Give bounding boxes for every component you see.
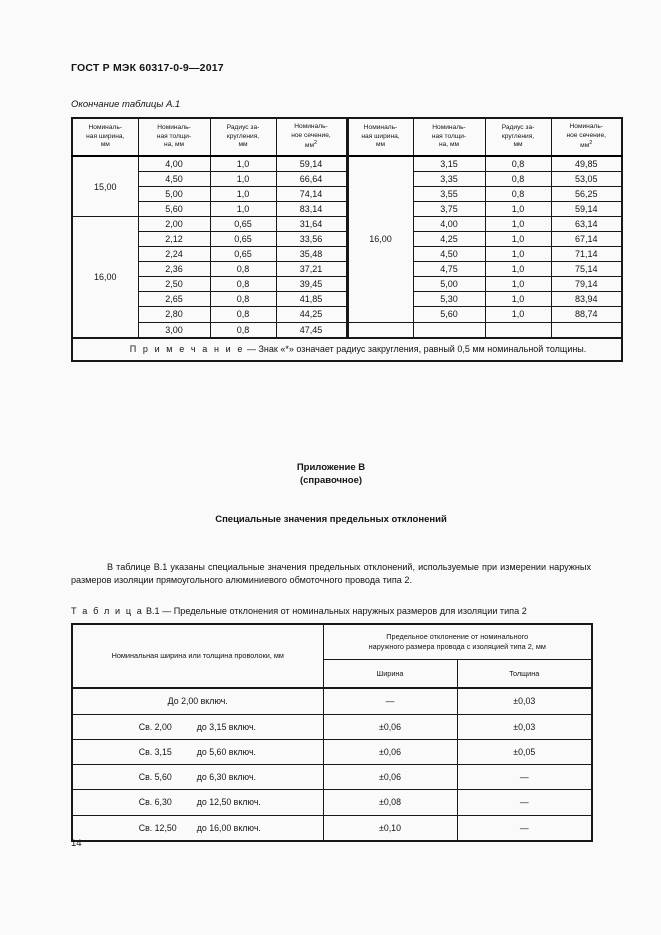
cell-section: 31,64 [276, 217, 347, 232]
cell-section: 63,14 [551, 217, 622, 232]
table-b1-head [72, 624, 592, 688]
cell-thickness: 2,65 [138, 292, 210, 307]
cell-radius: 1,0 [210, 187, 276, 202]
cell-thickness: 3,75 [413, 202, 485, 217]
cell-deviation-width: ±0,06 [323, 765, 457, 790]
cell-thickness: 3,55 [413, 187, 485, 202]
appendix-title-text: Приложение В [296, 462, 366, 474]
cell-radius: 1,0 [485, 247, 551, 262]
cell-empty [485, 322, 551, 338]
cell-section: 88,74 [551, 307, 622, 322]
cell-deviation-width: ±0,06 [323, 714, 457, 739]
cell-section: 39,45 [276, 277, 347, 292]
cell-section: 71,14 [551, 247, 622, 262]
cell-radius: 0,8 [485, 156, 551, 172]
appendix-subtitle: Специальные значения предельных отклонений [215, 513, 447, 525]
table-b1-caption-text: В.1 — Предельные отклонения от номинальных наружных размеров для изоляции типа 2 [145, 606, 527, 617]
cell-thickness: 3,15 [413, 156, 485, 172]
col-head-deviation-group [323, 624, 592, 660]
col-head-section-right: Номиналь- ное сечение, $мм^2$ [551, 118, 622, 156]
size-range-text [77, 816, 319, 840]
cell-thickness: 4,00 [138, 156, 210, 172]
cell-section: 41,85 [276, 292, 347, 307]
cell-section: 83,94 [551, 292, 622, 307]
cell-thickness: 2,24 [138, 247, 210, 262]
cell-size-range [72, 815, 323, 841]
col-head-width-left: Номиналь- ная ширина, мм [72, 118, 138, 156]
table-a1-row [72, 322, 622, 338]
cell-radius: 1,0 [485, 277, 551, 292]
size-range-text [77, 765, 319, 789]
cell-radius: 0,8 [210, 292, 276, 307]
cell-thickness: 2,50 [138, 277, 210, 292]
col-head-thickness-right: Номиналь- ная толщи- на, мм [413, 118, 485, 156]
cell-radius: 1,0 [485, 262, 551, 277]
cell-radius: 0,8 [210, 307, 276, 322]
cell-size-range [72, 714, 323, 739]
cell-width: 16,00 [347, 156, 413, 322]
cell-size-range [72, 790, 323, 815]
table-a1-note-row [72, 338, 622, 362]
cell-radius: 1,0 [485, 232, 551, 247]
col-head-width-right: Номиналь- ная ширина, мм [347, 118, 413, 156]
table-b1-row [72, 790, 592, 815]
cell-radius: 1,0 [485, 292, 551, 307]
size-range-text: До 2,00 включ. [167, 696, 228, 707]
cell-deviation-thickness: ±0,03 [457, 688, 592, 714]
col-head-radius-right: Радиус за- кругления, мм [485, 118, 551, 156]
cell-size-range [72, 765, 323, 790]
cell-thickness: 4,00 [413, 217, 485, 232]
cell-thickness: 3,00 [138, 322, 210, 338]
table-a1-body [72, 156, 622, 361]
cell-section: 59,14 [551, 202, 622, 217]
cell-thickness: 2,36 [138, 262, 210, 277]
col-head-deviation-thickness: Толщина [457, 660, 592, 689]
range-from: Св. 6,30 [138, 797, 172, 808]
table-b1-row [72, 714, 592, 739]
page-content [71, 0, 606, 842]
cell-deviation-width: — [323, 688, 457, 714]
size-range-text [77, 740, 319, 764]
cell-radius: 0,65 [210, 217, 276, 232]
cell-radius: 1,0 [485, 202, 551, 217]
appendix-paragraph [71, 561, 591, 587]
cell-radius: 1,0 [485, 217, 551, 232]
range-from: Св. 5,60 [138, 772, 172, 783]
cell-thickness: 2,80 [138, 307, 210, 322]
running-head: ГОСТ Р МЭК 60317-0-9—2017 [71, 62, 224, 74]
note-label: П р и м е ч а н и е [129, 343, 245, 354]
cell-deviation-thickness: — [457, 790, 592, 815]
cell-radius: 0,8 [210, 277, 276, 292]
sup-square-left: 2 [314, 140, 318, 147]
cell-section: 83,14 [276, 202, 347, 217]
cell-thickness: 3,35 [413, 172, 485, 187]
table-b1-caption [71, 606, 591, 616]
cell-radius: 0,65 [210, 232, 276, 247]
cell-radius: 1,0 [485, 307, 551, 322]
cell-radius: 0,8 [485, 187, 551, 202]
cell-thickness: 4,75 [413, 262, 485, 277]
sup-square-right: 2 [589, 140, 593, 147]
cell-radius: 1,0 [210, 156, 276, 172]
cell-radius: 0,8 [210, 322, 276, 338]
appendix-title [71, 462, 591, 488]
col-head-nominal-size: Номинальная ширина или толщина проволоки, мм [72, 624, 323, 688]
cell-thickness: 4,50 [138, 172, 210, 187]
note-text: — Знак «*» означает радиус закругления, равный 0,5 мм номинальной толщины. [244, 343, 587, 354]
table-a1-head [72, 118, 622, 156]
cell-section: 44,25 [276, 307, 347, 322]
cell-thickness: 5,60 [413, 307, 485, 322]
cell-radius: 1,0 [210, 202, 276, 217]
range-to: до 16,00 включ. [196, 822, 261, 833]
cell-thickness: 2,00 [138, 217, 210, 232]
cell-radius: 0,8 [210, 262, 276, 277]
paragraph-text: В таблице В.1 указаны специальные значения предельных отклонений, используемые при измерении наружных размеров изоляции прямоугольного алюминиевого обмоточного провода типа 2. [71, 561, 591, 586]
cell-deviation-thickness: — [457, 765, 592, 790]
page-number: 14 [71, 838, 82, 849]
cell-radius: 1,0 [210, 172, 276, 187]
cell-thickness: 5,60 [138, 202, 210, 217]
cell-deviation-thickness: ±0,03 [457, 714, 592, 739]
table-b1-row [72, 739, 592, 764]
table-b1-row [72, 765, 592, 790]
col-head-deviation-width: Ширина [323, 660, 457, 689]
cell-radius: 0,65 [210, 247, 276, 262]
col-head-thickness-left: Номиналь- ная толщи- на, мм [138, 118, 210, 156]
cell-section: 79,14 [551, 277, 622, 292]
cell-thickness: 5,00 [138, 187, 210, 202]
cell-section: 33,56 [276, 232, 347, 247]
cell-thickness: 4,25 [413, 232, 485, 247]
cell-deviation-thickness: ±0,05 [457, 739, 592, 764]
deviation-group-line2: наружного размера провода с изоляцией типа 2, мм [368, 642, 546, 652]
cell-deviation-width: ±0,10 [323, 815, 457, 841]
cell-size-range [72, 688, 323, 714]
cell-empty [347, 322, 413, 338]
cell-section: 74,14 [276, 187, 347, 202]
cell-deviation-width: ±0,06 [323, 739, 457, 764]
range-from: Св. 12,50 [138, 822, 177, 833]
range-from: Св. 2,00 [138, 721, 172, 732]
cell-thickness: 2,12 [138, 232, 210, 247]
table-a1 [71, 117, 623, 362]
range-to: до 6,30 включ. [196, 772, 256, 783]
cell-thickness: 4,50 [413, 247, 485, 262]
appendix-block [71, 462, 591, 525]
table-a1-row [72, 156, 622, 172]
range-to: до 12,50 включ. [196, 797, 261, 808]
col-head-radius-left: Радиус за- кругления, мм [210, 118, 276, 156]
cell-deviation-width: ±0,08 [323, 790, 457, 815]
cell-section: 66,64 [276, 172, 347, 187]
range-to: до 5,60 включ. [196, 746, 256, 757]
cell-section: 75,14 [551, 262, 622, 277]
range-to: до 3,15 включ. [196, 721, 256, 732]
cell-section: 53,05 [551, 172, 622, 187]
cell-thickness: 5,30 [413, 292, 485, 307]
cell-width: 15,00 [72, 156, 138, 217]
table-continuation-label: Окончание таблицы А.1 [71, 99, 181, 110]
cell-thickness: 5,00 [413, 277, 485, 292]
size-range-text [77, 715, 319, 739]
cell-empty [551, 322, 622, 338]
table-b1-row [72, 815, 592, 841]
table-b1 [71, 623, 593, 842]
deviation-group-line1: Предельное отклонение от номинального [386, 632, 529, 642]
cell-section: 59,14 [276, 156, 347, 172]
cell-empty [413, 322, 485, 338]
table-a1-note [72, 338, 622, 362]
table-b1-row [72, 688, 592, 714]
table-b1-body [72, 688, 592, 841]
cell-section: 67,14 [551, 232, 622, 247]
range-from: Св. 3,15 [138, 746, 172, 757]
table-b1-caption-label: Т а б л и ц а [71, 606, 144, 617]
cell-deviation-thickness: — [457, 815, 592, 841]
cell-section: 49,85 [551, 156, 622, 172]
appendix-type-text: (справочное) [299, 475, 363, 487]
cell-section: 47,45 [276, 322, 347, 338]
col-head-section-left: Номиналь- ное сечение, $мм^2$ [276, 118, 347, 156]
size-range-text [77, 790, 319, 814]
cell-size-range [72, 739, 323, 764]
cell-radius: 0,8 [485, 172, 551, 187]
cell-section: 37,21 [276, 262, 347, 277]
cell-section: 56,25 [551, 187, 622, 202]
cell-width: 16,00 [72, 217, 138, 338]
cell-section: 35,48 [276, 247, 347, 262]
